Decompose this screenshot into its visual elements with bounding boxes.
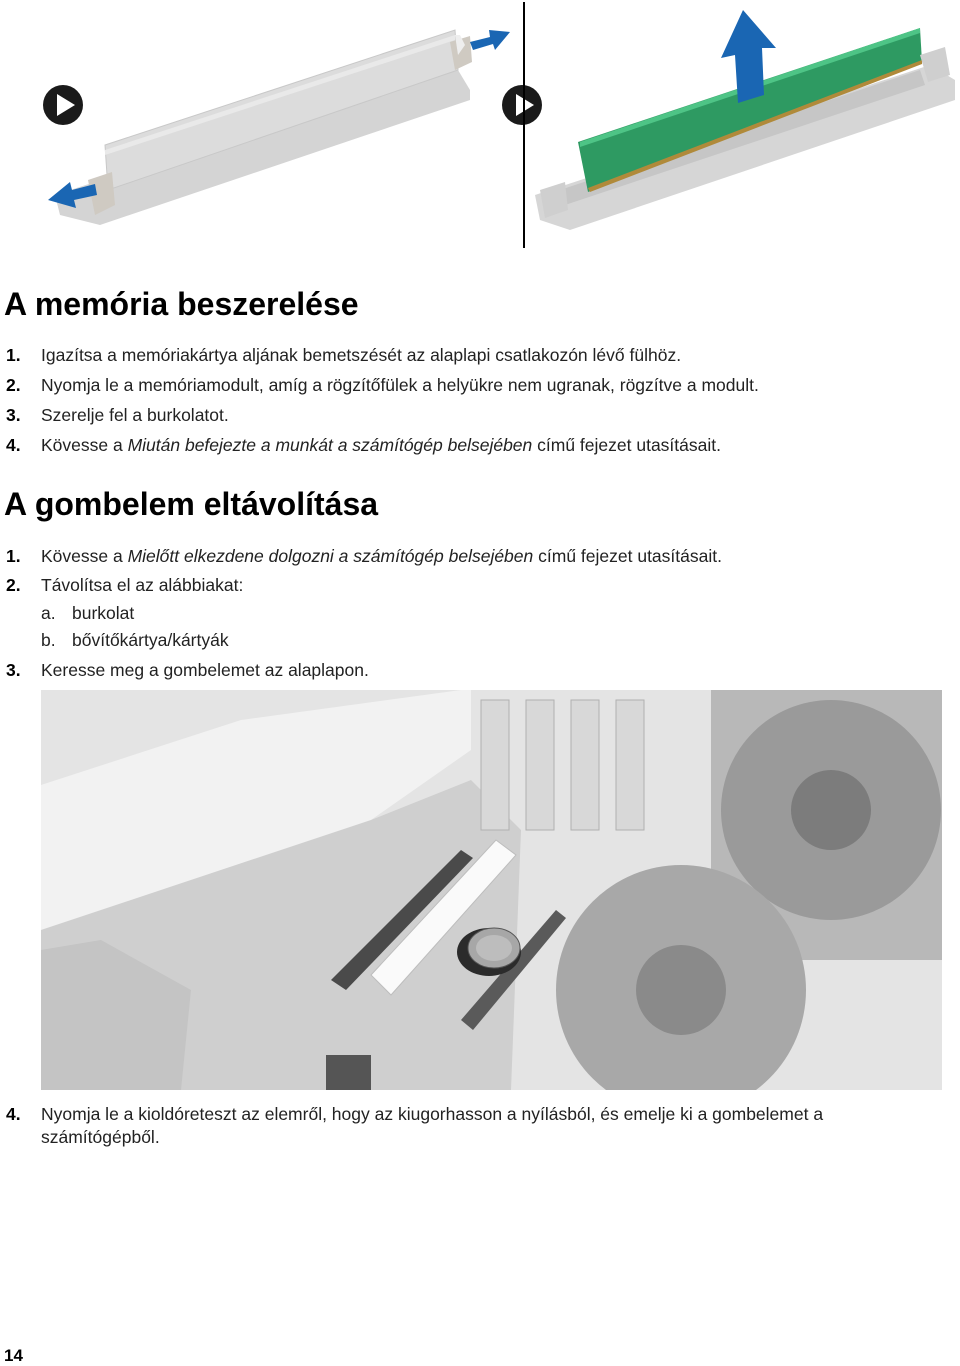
cross-reference-link[interactable]: Mielőtt elkezdene dolgozni a számítógép belsejében <box>127 546 534 566</box>
step-text-pre: Kövesse a <box>41 435 128 455</box>
list-item <box>6 574 243 596</box>
list-item <box>6 404 229 426</box>
step-number: 2. <box>6 375 21 395</box>
section-title-memory-install: A memória beszerelése <box>4 286 359 322</box>
memory-module-figure <box>0 0 960 250</box>
motherboard-coin-cell-photo <box>41 690 942 1090</box>
step-text: Igazítsa a memóriakártya aljának bemetszését az alaplapi csatlakozón lévő fülhöz. <box>41 345 682 365</box>
step-text-post: című fejezet utasításait. <box>532 435 721 455</box>
step-text: Keresse meg a gombelemet az alaplapon. <box>41 660 369 680</box>
step-text: Szerelje fel a burkolatot. <box>41 405 229 425</box>
step-number: 1. <box>6 345 21 365</box>
cross-reference-link[interactable]: Miután befejezte a munkát a számítógép belsejében <box>127 435 533 455</box>
list-item <box>6 545 722 567</box>
sub-step-text: burkolat <box>72 603 135 623</box>
step-text-pre: Kövesse a <box>41 546 128 566</box>
sub-step-text: bővítőkártya/kártyák <box>72 630 229 650</box>
page-number: 14 <box>4 1346 23 1365</box>
section-title-coin-cell-removal: A gombelem eltávolítása <box>4 486 379 522</box>
step-number: 3. <box>6 405 21 425</box>
step-number: 1. <box>6 546 21 566</box>
list-item <box>6 374 759 396</box>
play-step-icon-2 <box>502 85 542 125</box>
step-text: Nyomja le a memóriamodult, amíg a rögzítőfülek a helyükre nem ugranak, rögzítve a modult. <box>41 375 759 395</box>
list-item <box>6 1103 823 1125</box>
figure-divider <box>523 2 525 248</box>
memory-module-left-illustration <box>55 30 472 225</box>
sub-step-letter: a. <box>41 603 56 623</box>
play-step-icon <box>43 85 83 125</box>
step-number: 3. <box>6 660 21 680</box>
sub-list-item <box>41 603 134 624</box>
arrow-right-icon <box>470 30 510 50</box>
step-text: Nyomja le a kioldóreteszt az elemről, hogy az kiugorhasson a nyílásból, és emelje ki a gombelemet a <box>41 1104 824 1124</box>
step-text: számítógépből. <box>41 1127 160 1147</box>
list-item <box>6 659 369 681</box>
coin-cell-battery <box>457 928 521 976</box>
step-text-post: című fejezet utasításait. <box>533 546 722 566</box>
step-number: 2. <box>6 575 21 595</box>
sub-list-item <box>41 630 229 651</box>
list-item <box>6 434 721 456</box>
step-text: Távolítsa el az alábbiakat: <box>41 575 244 595</box>
step-number: 4. <box>6 435 21 455</box>
list-item <box>6 344 681 366</box>
sub-step-letter: b. <box>41 630 56 650</box>
step-number: 4. <box>6 1104 21 1124</box>
list-item-continuation <box>41 1126 160 1148</box>
